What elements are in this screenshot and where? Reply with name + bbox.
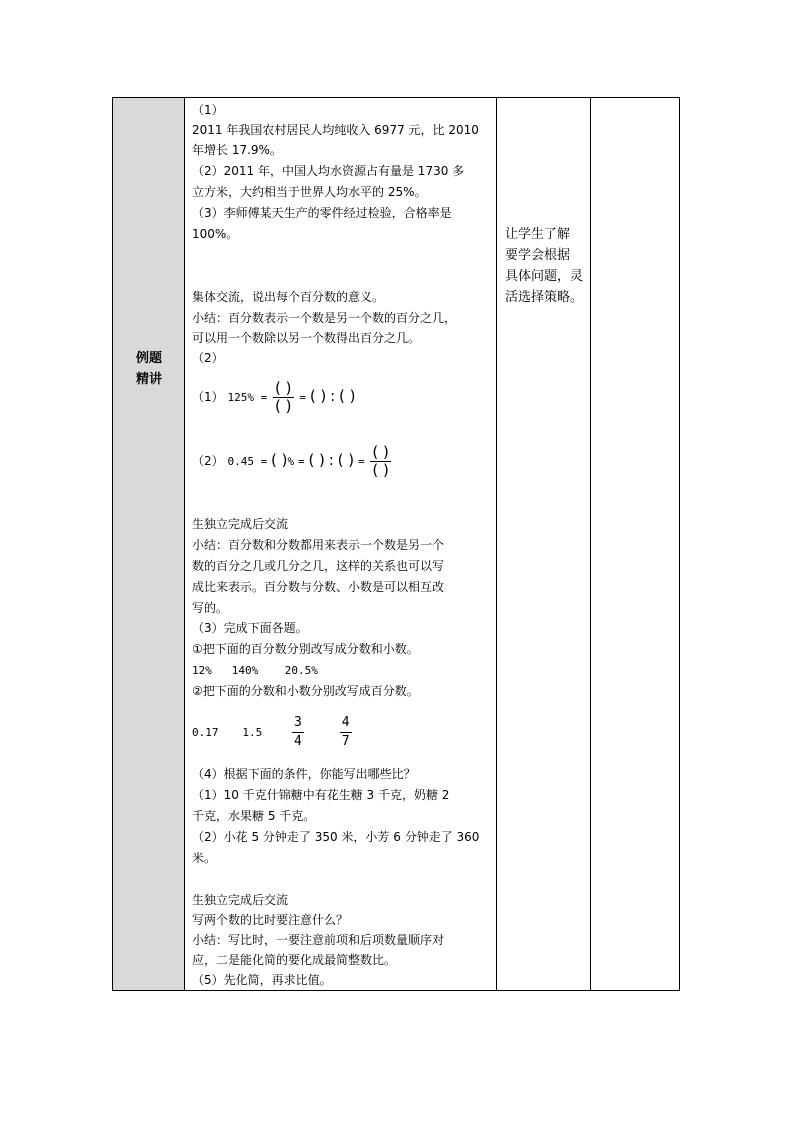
blank-paren: ( ) [309,387,327,405]
aim-cell [497,98,591,990]
text-line: 生独立完成后交流 [192,893,289,907]
text-line: 米。 [192,851,217,865]
fraction-blank [273,380,293,415]
section-label [113,348,185,390]
text-line: （2） [192,351,224,365]
text-line: （1）10 千克什锦糖中有花生糖 3 千克，奶糖 2 [192,788,450,802]
text-line: （3）李师傅某天生产的零件经过检验，合格率是 [192,206,452,220]
text-line: 生独立完成后交流 [192,517,289,531]
fraction-denominator: 7 [341,734,350,749]
aim-line: 具体问题，灵 [505,269,584,284]
equation-term: 125% = [227,391,268,404]
text-line: 数的百分之几或几分之几，这样的关系也可以写 [192,559,445,573]
fraction-denominator: ( ) [372,461,389,479]
percent-list: 12% 140% 20.5% [192,664,318,677]
text-line: 可以用一个数除以另一个数得出百分之几。 [192,331,421,345]
equation-label: （2） [192,454,224,468]
colon: : [328,451,334,469]
decimal-item: 0.17 [192,726,219,739]
lesson-table [112,97,680,991]
equals-sign: = [297,455,305,468]
text-line: （4）根据下面的条件，你能写出哪些比？ [192,767,416,781]
section-header-cell [113,98,185,990]
fraction-numerator: ( ) [372,443,389,461]
equation-1 [192,374,356,420]
equation-2 [192,438,393,484]
equation-label: （1） [192,390,224,404]
fraction-numerator: 3 [294,715,302,730]
content-cell [185,98,497,990]
blank-paren: ( ) [308,451,325,469]
text-line: 小结：写比时，一要注意前项和后项数量顺序对 [192,933,445,947]
aim-line: 要学会根据 [505,248,571,263]
equals-sign: = [299,391,306,404]
blank-paren: ( ) [271,451,288,469]
decimal-item: 1.5 [242,726,263,739]
fraction-numerator: 4 [341,715,350,730]
text-line: 应，二是能化简的要化成最简整数比。 [192,953,397,967]
text-line: （5）先化简，再求比值。 [192,973,332,987]
fraction-item [340,714,352,751]
text-line: ①把下面的百分数分别改写成分数和小数。 [192,642,419,656]
text-line: 集体交流，说出每个百分数的意义。 [192,290,385,304]
text-line: （1） [192,103,224,117]
text-line: 写两个数的比时要注意什么？ [192,913,349,927]
section-label-line2: 精讲 [135,372,162,387]
percent-sign: % [287,455,295,468]
notes-cell [591,98,681,990]
fraction-blank [370,444,390,479]
aim-line: 活选择策略。 [505,290,584,305]
fraction-denominator: ( ) [275,397,292,415]
aim-line: 让学生了解 [505,227,571,242]
text-line: ②把下面的分数和小数分别改写成百分数。 [192,684,419,698]
text-line: 成比来表示。百分数与分数、小数是可以相互改 [192,580,445,594]
aim-text [505,224,589,308]
text-line: （3）完成下面各题。 [192,621,308,635]
text-line: （2）2011 年，中国人均水资源占有量是 1730 多 [192,164,465,178]
text-line: 年增长 17.9%。 [192,143,282,157]
text-line: 立方米，大约相当于世界人均水平的 25%。 [192,185,427,199]
text-line: 100%。 [192,227,239,241]
blank-paren: ( ) [337,451,355,469]
fraction-denominator: 4 [294,734,302,749]
convert-items [192,710,354,755]
text-line: 写的。 [192,601,229,615]
fraction-item [292,714,304,751]
text-line: （2）小花 5 分钟走了 350 米，小芳 6 分钟走了 360 [192,830,480,844]
text-line: 小结：百分数和分数都用来表示一个数是另一个 [192,538,445,552]
section-label-line1: 例题 [135,351,162,366]
blank-paren: ( ) [339,387,356,405]
colon: : [330,387,336,405]
text-line: 千克，水果糖 5 千克。 [192,809,316,823]
text-line: 小结：百分数表示一个数是另一个数的百分之几， [192,311,457,325]
equals-sign: = [357,455,365,468]
equation-term: 0.45 = [227,455,268,468]
fraction-numerator: ( ) [275,379,292,397]
text-line: 2011 年我国农村居民人均纯收入 6977 元，比 2010 [192,123,479,137]
